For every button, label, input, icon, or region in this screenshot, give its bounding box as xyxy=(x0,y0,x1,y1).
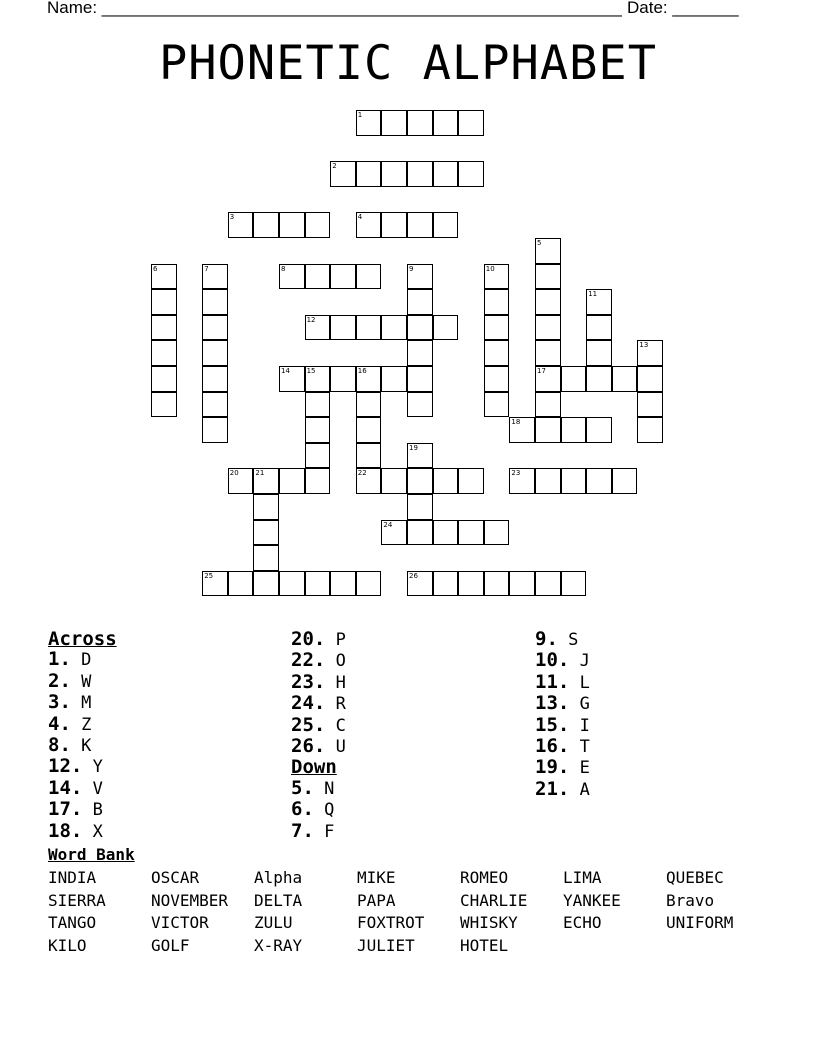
grid-cell[interactable] xyxy=(535,392,561,418)
word-bank-item: DELTA xyxy=(254,890,303,910)
word-bank-item: PAPA xyxy=(357,890,396,910)
clue-num: 19. xyxy=(535,756,570,779)
grid-cell[interactable] xyxy=(305,417,331,443)
grid-cell[interactable] xyxy=(407,392,433,418)
clue-number: 26 xyxy=(409,571,418,580)
clue-item xyxy=(291,693,346,714)
clue-text: Q xyxy=(324,800,335,821)
clue-text: O xyxy=(335,651,346,672)
grid-cell[interactable] xyxy=(407,520,433,546)
clues-column-2 xyxy=(291,629,346,842)
word-bank-item: Bravo xyxy=(666,890,715,910)
grid-cell[interactable] xyxy=(305,443,331,469)
grid-cell[interactable] xyxy=(356,366,382,392)
clue-number: 19 xyxy=(409,443,418,452)
clue-num: 7. xyxy=(291,819,314,842)
clue-num: 17. xyxy=(48,798,83,821)
clues-column-3 xyxy=(535,629,590,800)
grid-cell[interactable] xyxy=(279,264,305,290)
word-bank-item: UNIFORM xyxy=(666,913,734,932)
clue-number: 3 xyxy=(229,213,235,222)
grid-cell[interactable] xyxy=(509,571,535,597)
across-heading: Across xyxy=(48,628,117,650)
grid-cell[interactable] xyxy=(279,212,305,238)
grid-cell[interactable] xyxy=(305,571,331,597)
clue-number: 7 xyxy=(204,264,209,273)
clue-text: Z xyxy=(81,714,92,735)
word-bank-item: X-RAY xyxy=(254,935,303,955)
clue-text: W xyxy=(81,671,92,692)
grid-cell[interactable] xyxy=(356,212,382,238)
clue-num: 22. xyxy=(291,649,326,672)
grid-cell[interactable] xyxy=(202,289,228,315)
grid-cell[interactable] xyxy=(356,264,382,290)
clue-text: M xyxy=(81,693,92,714)
grid-cell[interactable] xyxy=(433,110,459,136)
clue-number: 12 xyxy=(306,315,316,324)
grid-cell[interactable] xyxy=(151,340,177,366)
clue-item xyxy=(291,799,346,820)
clue-item xyxy=(291,672,346,693)
clue-item xyxy=(535,629,590,650)
grid-cell[interactable] xyxy=(561,468,587,494)
grid-cell[interactable] xyxy=(228,468,254,494)
grid-cell[interactable] xyxy=(586,417,612,443)
clue-item xyxy=(48,649,117,670)
clue-number: 10 xyxy=(485,264,495,273)
clue-num: 24. xyxy=(291,692,326,715)
clue-num: 6. xyxy=(291,798,314,821)
clue-text: U xyxy=(335,737,346,758)
grid-cell[interactable] xyxy=(637,417,663,443)
clue-text: B xyxy=(92,800,103,821)
word-bank-item: ZULU xyxy=(254,913,293,932)
grid-cell[interactable] xyxy=(535,417,561,443)
grid-cell[interactable] xyxy=(330,161,356,187)
clue-num: 23. xyxy=(291,670,326,693)
grid-cell[interactable] xyxy=(356,468,382,494)
clue-num: 9. xyxy=(535,628,558,650)
clue-num: 14. xyxy=(48,776,83,799)
grid-cell[interactable] xyxy=(253,571,279,597)
grid-cell[interactable] xyxy=(356,392,382,418)
clue-text: J xyxy=(579,651,590,672)
grid-cell[interactable] xyxy=(535,468,561,494)
grid-cell[interactable] xyxy=(202,571,228,597)
clue-num: 16. xyxy=(535,735,570,758)
clue-text: K xyxy=(81,736,92,757)
grid-cell[interactable] xyxy=(202,366,228,392)
word-bank-item: CHARLIE xyxy=(460,890,528,910)
grid-cell[interactable] xyxy=(202,417,228,443)
grid-cell[interactable] xyxy=(330,571,356,597)
grid-cell[interactable] xyxy=(458,110,484,136)
grid-cell[interactable] xyxy=(202,315,228,341)
clue-text: V xyxy=(92,778,103,799)
grid-cell[interactable] xyxy=(612,468,638,494)
grid-cell[interactable] xyxy=(433,468,459,494)
grid-cell[interactable] xyxy=(561,366,587,392)
word-bank-title: Word Bank xyxy=(48,845,135,864)
clue-text: A xyxy=(579,779,590,800)
clue-item xyxy=(48,756,117,777)
word-bank-item: WHISKY xyxy=(460,913,518,932)
date-field[interactable]: Date: _______ xyxy=(627,0,739,17)
clue-text: R xyxy=(335,694,346,715)
grid-cell[interactable] xyxy=(356,315,382,341)
clue-num: 18. xyxy=(48,819,83,842)
grid-cell[interactable] xyxy=(407,366,433,392)
grid-cell[interactable] xyxy=(586,315,612,341)
grid-cell[interactable] xyxy=(305,212,331,238)
grid-cell[interactable] xyxy=(253,212,279,238)
clue-number: 1 xyxy=(357,111,363,119)
clue-num: 11. xyxy=(535,670,570,693)
grid-cell[interactable] xyxy=(407,264,433,290)
word-bank-item: TANGO xyxy=(48,913,97,932)
grid-cell[interactable] xyxy=(407,315,433,341)
clue-item xyxy=(291,778,346,799)
grid-cell[interactable] xyxy=(407,289,433,315)
grid-cell[interactable] xyxy=(535,366,561,392)
grid-cell[interactable] xyxy=(535,264,561,290)
grid-cell[interactable] xyxy=(509,417,535,443)
clue-text: P xyxy=(335,630,346,650)
word-bank-item: OSCAR xyxy=(151,868,200,887)
grid-cell[interactable] xyxy=(381,366,407,392)
grid-cell[interactable] xyxy=(458,161,484,187)
grid-cell[interactable] xyxy=(253,494,279,520)
clue-number: 21 xyxy=(255,469,265,478)
grid-cell[interactable] xyxy=(202,340,228,366)
grid-cell[interactable] xyxy=(637,392,663,418)
clue-item xyxy=(291,650,346,671)
page-title: PHONETIC ALPHABET xyxy=(158,36,658,91)
grid-cell[interactable] xyxy=(535,340,561,366)
clue-item xyxy=(48,735,117,756)
grid-cell[interactable] xyxy=(253,545,279,571)
clue-number: 14 xyxy=(281,367,290,375)
word-bank-item: QUEBEC xyxy=(666,868,724,887)
clue-item xyxy=(535,757,590,778)
word-bank xyxy=(48,868,769,958)
grid-cell[interactable] xyxy=(151,366,177,392)
clue-num: 3. xyxy=(48,691,71,714)
grid-cell[interactable] xyxy=(484,392,510,418)
word-bank-item: GOLF xyxy=(151,935,190,955)
grid-cell[interactable] xyxy=(586,468,612,494)
grid-cell[interactable] xyxy=(253,520,279,546)
grid-cell[interactable] xyxy=(484,340,510,366)
word-bank-item: HOTEL xyxy=(460,935,509,955)
grid-cell[interactable] xyxy=(586,366,612,392)
clue-item xyxy=(48,692,117,713)
grid-cell[interactable] xyxy=(305,468,331,494)
grid-cell[interactable] xyxy=(305,315,331,341)
grid-cell[interactable] xyxy=(330,315,356,341)
grid-cell[interactable] xyxy=(407,161,433,187)
clue-number: 9 xyxy=(409,264,414,273)
grid-cell[interactable] xyxy=(586,340,612,366)
clue-number: 2 xyxy=(332,162,337,171)
grid-cell[interactable] xyxy=(151,392,177,418)
grid-cell[interactable] xyxy=(484,315,510,341)
clue-item xyxy=(535,693,590,714)
grid-cell[interactable] xyxy=(253,468,279,494)
clue-text: F xyxy=(324,821,335,842)
word-bank-item: Alpha xyxy=(254,868,303,887)
grid-cell[interactable] xyxy=(356,161,382,187)
clue-text: X xyxy=(92,821,103,842)
word-bank-item: MIKE xyxy=(357,868,396,887)
clue-num: 26. xyxy=(291,735,326,758)
clue-item xyxy=(48,714,117,735)
grid-cell[interactable] xyxy=(433,315,459,341)
grid-cell[interactable] xyxy=(305,366,331,392)
clue-number: 24 xyxy=(383,520,393,529)
clue-num: 15. xyxy=(535,713,570,736)
grid-cell[interactable] xyxy=(433,161,459,187)
grid-cell[interactable] xyxy=(561,571,587,597)
clue-text: L xyxy=(579,672,590,693)
word-bank-item: ECHO xyxy=(563,913,602,932)
grid-cell[interactable] xyxy=(612,366,638,392)
grid-cell[interactable] xyxy=(433,520,459,546)
clue-text: T xyxy=(579,737,590,758)
clue-item xyxy=(48,799,117,820)
clues-column-1 xyxy=(48,629,117,842)
grid-cell[interactable] xyxy=(484,520,510,546)
grid-cell[interactable] xyxy=(637,340,663,366)
grid-cell[interactable] xyxy=(305,264,331,290)
word-bank-item: ROMEO xyxy=(460,868,509,887)
grid-cell[interactable] xyxy=(381,468,407,494)
clue-num: 13. xyxy=(535,692,570,715)
clue-num: 1. xyxy=(48,648,71,671)
grid-cell[interactable] xyxy=(279,571,305,597)
clue-number: 18 xyxy=(511,418,521,427)
grid-cell[interactable] xyxy=(484,366,510,392)
clue-item xyxy=(535,715,590,736)
grid-cell[interactable] xyxy=(407,110,433,136)
grid-cell[interactable] xyxy=(330,264,356,290)
grid-cell[interactable] xyxy=(279,468,305,494)
grid-cell[interactable] xyxy=(484,289,510,315)
clue-num: 4. xyxy=(48,712,71,735)
clue-item xyxy=(291,736,346,757)
clue-number: 16 xyxy=(357,367,367,375)
word-bank-item: VICTOR xyxy=(151,913,209,932)
grid-cell[interactable] xyxy=(356,571,382,597)
clue-item xyxy=(535,650,590,671)
grid-cell[interactable] xyxy=(433,212,459,238)
clue-text: N xyxy=(324,778,335,799)
grid-cell[interactable] xyxy=(484,571,510,597)
name-field[interactable]: Name: _______________________________________________________ xyxy=(47,0,622,17)
grid-cell[interactable] xyxy=(407,571,433,597)
clue-number: 4 xyxy=(357,213,363,222)
clue-text: H xyxy=(335,672,346,693)
clue-text: E xyxy=(579,758,590,779)
grid-cell[interactable] xyxy=(458,520,484,546)
clue-item xyxy=(48,821,117,842)
grid-cell[interactable] xyxy=(381,212,407,238)
down-heading: Down xyxy=(291,756,337,779)
grid-cell[interactable] xyxy=(381,161,407,187)
clue-num: 8. xyxy=(48,734,71,757)
grid-cell[interactable] xyxy=(202,264,228,290)
word-bank-item: NOVEMBER xyxy=(151,890,229,910)
clue-number: 17 xyxy=(537,367,546,375)
clue-text: D xyxy=(81,650,92,671)
clue-item xyxy=(48,671,117,692)
clue-num: 25. xyxy=(291,713,326,736)
clue-number: 23 xyxy=(511,469,521,478)
grid-cell[interactable] xyxy=(381,315,407,341)
clue-number: 6 xyxy=(153,264,158,273)
clue-num: 2. xyxy=(48,669,71,692)
clue-number: 8 xyxy=(281,264,286,273)
grid-cell[interactable] xyxy=(407,494,433,520)
grid-cell[interactable] xyxy=(407,468,433,494)
word-bank-item: KILO xyxy=(48,935,87,955)
grid-cell[interactable] xyxy=(561,417,587,443)
grid-cell[interactable] xyxy=(535,289,561,315)
grid-cell[interactable] xyxy=(535,315,561,341)
grid-cell[interactable] xyxy=(305,392,331,418)
clue-item xyxy=(291,821,346,842)
word-bank-item: JULIET xyxy=(357,935,415,955)
grid-cell[interactable] xyxy=(356,417,382,443)
clue-num: 5. xyxy=(291,776,314,799)
clue-number: 20 xyxy=(229,469,239,478)
clue-num: 12. xyxy=(48,755,83,778)
clue-item xyxy=(535,779,590,800)
word-bank-item: LIMA xyxy=(563,868,602,887)
grid-cell[interactable] xyxy=(458,468,484,494)
word-bank-item: YANKEE xyxy=(563,890,621,910)
grid-cell[interactable] xyxy=(228,212,254,238)
clue-num: 10. xyxy=(535,649,570,672)
clue-number: 13 xyxy=(639,341,649,350)
grid-cell[interactable] xyxy=(535,238,561,264)
clue-item xyxy=(291,629,346,650)
clue-num: 21. xyxy=(535,777,570,800)
word-bank-item: FOXTROT xyxy=(357,913,425,932)
grid-cell[interactable] xyxy=(330,366,356,392)
grid-cell[interactable] xyxy=(151,289,177,315)
grid-cell[interactable] xyxy=(356,443,382,469)
grid-cell[interactable] xyxy=(202,392,228,418)
grid-cell[interactable] xyxy=(509,468,535,494)
clue-number: 22 xyxy=(357,469,367,478)
word-bank-item: SIERRA xyxy=(48,890,106,910)
clue-number: 25 xyxy=(204,571,214,580)
grid-cell[interactable] xyxy=(381,520,407,546)
grid-cell[interactable] xyxy=(407,443,433,469)
clue-text: Y xyxy=(92,757,103,778)
grid-cell[interactable] xyxy=(586,289,612,315)
clue-item xyxy=(535,736,590,757)
grid-cell[interactable] xyxy=(433,571,459,597)
clue-num: 20. xyxy=(291,628,326,650)
grid-cell[interactable] xyxy=(151,315,177,341)
grid-cell[interactable] xyxy=(637,366,663,392)
grid-cell[interactable] xyxy=(228,571,254,597)
grid-cell[interactable] xyxy=(356,110,382,136)
grid-cell[interactable] xyxy=(458,571,484,597)
clue-number: 5 xyxy=(537,239,542,247)
grid-cell[interactable] xyxy=(407,340,433,366)
clue-text: G xyxy=(579,694,590,715)
clue-text: C xyxy=(335,715,346,736)
clue-text: I xyxy=(579,715,590,736)
grid-cell[interactable] xyxy=(484,264,510,290)
clue-number: 15 xyxy=(306,367,316,375)
grid-cell[interactable] xyxy=(381,110,407,136)
clue-item xyxy=(291,715,346,736)
word-bank-item: INDIA xyxy=(48,868,97,887)
grid-cell[interactable] xyxy=(151,264,177,290)
clue-number: 11 xyxy=(588,290,598,299)
grid-cell[interactable] xyxy=(535,571,561,597)
clue-text: S xyxy=(568,630,579,650)
clue-item xyxy=(48,778,117,799)
grid-cell[interactable] xyxy=(407,212,433,238)
grid-cell[interactable] xyxy=(279,366,305,392)
clue-item xyxy=(535,672,590,693)
